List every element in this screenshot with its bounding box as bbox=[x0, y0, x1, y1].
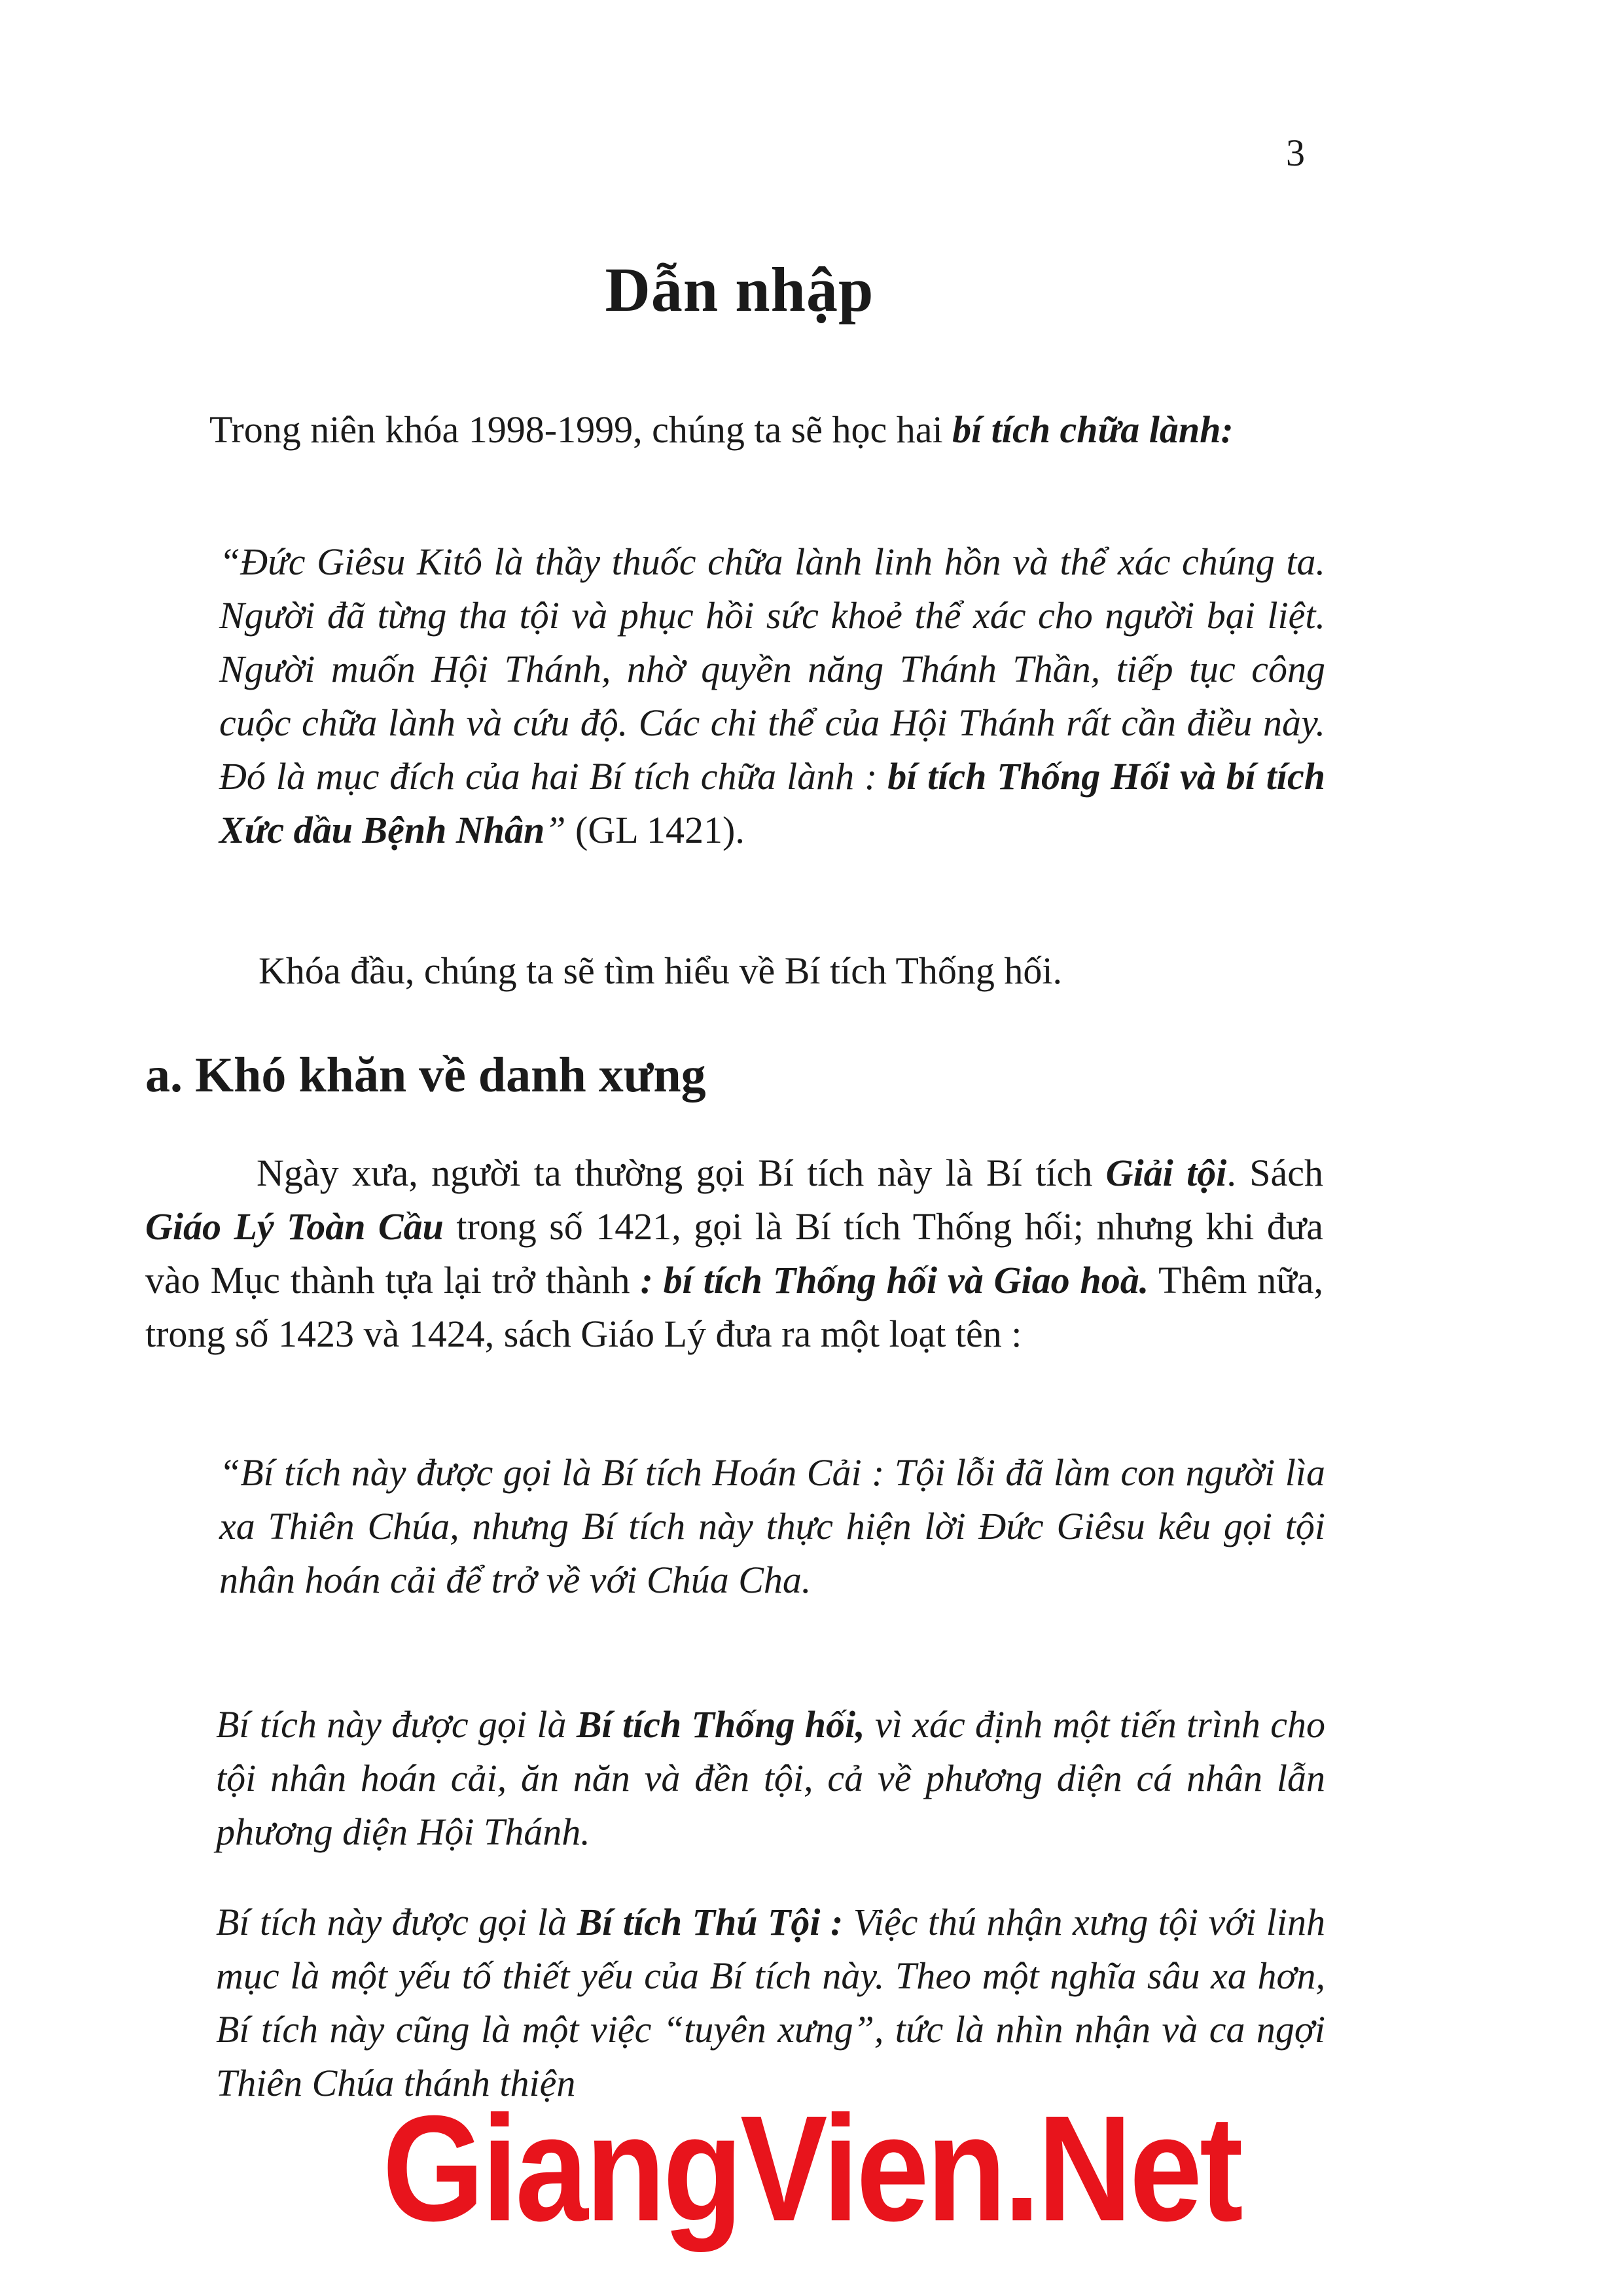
para2-text-3: trong số 1421, gọi là Bí tích Thống hối; nhưng khi đưa vào Mục thành tựa lại trở thành bbox=[145, 1205, 1323, 1301]
quote4-text-2: Việc thú nhận xưng tội với linh mục là một yếu tố thiết yếu của Bí tích này. Theo một nghĩa sâu xa hơn, Bí tích này cũng là một việc “tuyên xưng”, tức là nhìn nhận và ca ngợi Thiên Chúa thánh thiện bbox=[216, 1901, 1326, 2104]
quote2-text: “Bí tích này được gọi là Bí tích Hoán Cải : Tội lỗi đã làm con người lìa xa Thiên Chúa, nhưng Bí tích này thực hiện lời Đức Giêsu kêu gọi tội nhân hoán cải để trở về với Chúa Cha. bbox=[219, 1451, 1325, 1601]
quote4-text-1: Bí tích này được gọi là bbox=[216, 1901, 577, 1943]
first-course-text: Khóa đầu, chúng ta sẽ tìm hiểu về Bí tích Thống hối. bbox=[259, 949, 1062, 992]
para2-emphasis-3: : bí tích Thống hối và Giao hoà. bbox=[640, 1259, 1149, 1301]
page-title: Dẫn nhập bbox=[605, 255, 874, 325]
intro-emphasis: bí tích chữa lành: bbox=[952, 408, 1234, 451]
section-heading: a. Khó khăn về danh xưng bbox=[145, 1048, 706, 1103]
para2-text-4: Thêm nữa, trong số 1423 và 1424, sách Giáo Lý đưa ra một loạt tên : bbox=[145, 1259, 1323, 1355]
quote3-text-2: vì xác định một tiến trình cho tội nhân hoán cải, ăn năn và đền tội, cả về phương diện cá nhân lẫn phương diện Hội Thánh. bbox=[216, 1703, 1325, 1853]
quote-confession bbox=[216, 1896, 1325, 2110]
quote1-reference: (GL 1421). bbox=[575, 809, 745, 851]
watermark-logo: GiangVien.Net bbox=[382, 2085, 1241, 2253]
para2-text-2: . Sách bbox=[1226, 1152, 1323, 1194]
quote-penance bbox=[216, 1698, 1325, 1859]
para2-text-1: Ngày xưa, người ta thường gọi Bí tích này là Bí tích bbox=[257, 1152, 1106, 1194]
quote1-emphasis: bí tích Thống Hối và bí tích Xức dầu Bệnh Nhân bbox=[219, 755, 1325, 851]
quote3-emphasis: Bí tích Thống hối, bbox=[576, 1703, 865, 1746]
intro-text: Trong niên khóa 1998-1999, chúng ta sẽ học hai bbox=[209, 408, 953, 451]
quote4-emphasis: Bí tích Thú Tội : bbox=[577, 1901, 844, 1943]
quote3-text-1: Bí tích này được gọi là bbox=[216, 1703, 577, 1746]
first-course-paragraph bbox=[259, 944, 1319, 998]
para2-emphasis-1: Giải tội bbox=[1105, 1152, 1227, 1194]
page-number: 3 bbox=[1286, 132, 1305, 174]
intro-paragraph bbox=[209, 403, 1322, 457]
para2-emphasis-2: Giáo Lý Toàn Cầu bbox=[145, 1205, 444, 1248]
quote1-close: ” bbox=[544, 809, 576, 851]
quote-conversion bbox=[219, 1446, 1325, 1607]
quote1-text: “Đức Giêsu Kitô là thầy thuốc chữa lành linh hồn và thể xác chúng ta. Người đã từng tha tội và phục hồi sức khoẻ thể xác cho người bại liệt. Người muốn Hội Thánh, nhờ quyền năng Thánh Thần, tiếp tục công cuộc chữa lành và cứu độ. Các chi thể của Hội Thánh rất cần điều này. Đó là mục đích của hai Bí tích chữa lành : bbox=[219, 540, 1325, 798]
names-paragraph bbox=[145, 1146, 1323, 1361]
quote-healing-sacraments bbox=[219, 535, 1325, 857]
